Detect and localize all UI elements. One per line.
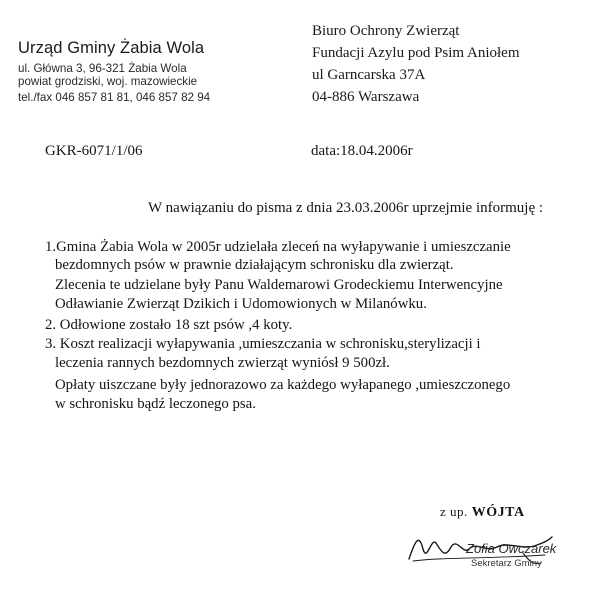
body-line: 1.Gmina Żabia Wola w 2005r udzielała zleceń na wyłapywanie i umieszczanie: [45, 239, 511, 255]
stamp-name: Zofia Owczarek: [466, 541, 557, 556]
body-line: Opłaty uiszczane były jednorazowo za każdego wyłapanego ,umieszczonego: [55, 377, 511, 393]
signer-label: [440, 504, 525, 521]
stamp-title: Sekretarz Gminy: [471, 558, 542, 569]
body-line: Odławianie Zwierząt Dzikich i Udomowionych w Milanówku.: [55, 296, 427, 312]
body-line: 2. Odłowione zostało 18 szt psów ,4 koty.: [45, 317, 293, 333]
sender-district: powiat grodziski, woj. mazowieckie: [18, 75, 198, 88]
reference-number: GKR-6071/1/06: [45, 143, 143, 159]
document-date: data:18.04.2006r: [311, 143, 413, 159]
recipient-line: ul Garncarska 37A: [312, 67, 426, 83]
sender-phone: tel./fax 046 857 81 81, 046 857 82 94: [18, 91, 211, 104]
recipient-line: Biuro Ochrony Zwierząt: [312, 23, 460, 39]
signer-title: WÓJTA: [471, 505, 525, 520]
intro-line: W nawiązaniu do pisma z dnia 23.03.2006r uprzejmie informuję :: [148, 200, 544, 216]
sender-name: Urząd Gminy Żabia Wola: [18, 39, 205, 57]
recipient-line: 04-886 Warszawa: [312, 89, 420, 105]
body-line: Zlecenia te udzielane były Panu Waldemarowi Grodeckiemu Interwencyjne: [55, 277, 503, 293]
recipient-line: Fundacji Azylu pod Psim Aniołem: [312, 45, 520, 61]
sender-address: ul. Główna 3, 96-321 Żabia Wola: [18, 62, 187, 75]
body-line: leczenia rannych bezdomnych zwierząt wyniósł 9 500zł.: [55, 355, 390, 371]
body-line: bezdomnych psów w prawnie działającym schronisku dla zwierząt.: [55, 257, 454, 273]
signer-prefix: z up.: [440, 504, 468, 519]
body-line: w schronisku bądź leczonego psa.: [55, 396, 256, 412]
body-line: 3. Koszt realizacji wyłapywania ,umieszczania w schronisku,sterylizacji i: [45, 336, 481, 352]
